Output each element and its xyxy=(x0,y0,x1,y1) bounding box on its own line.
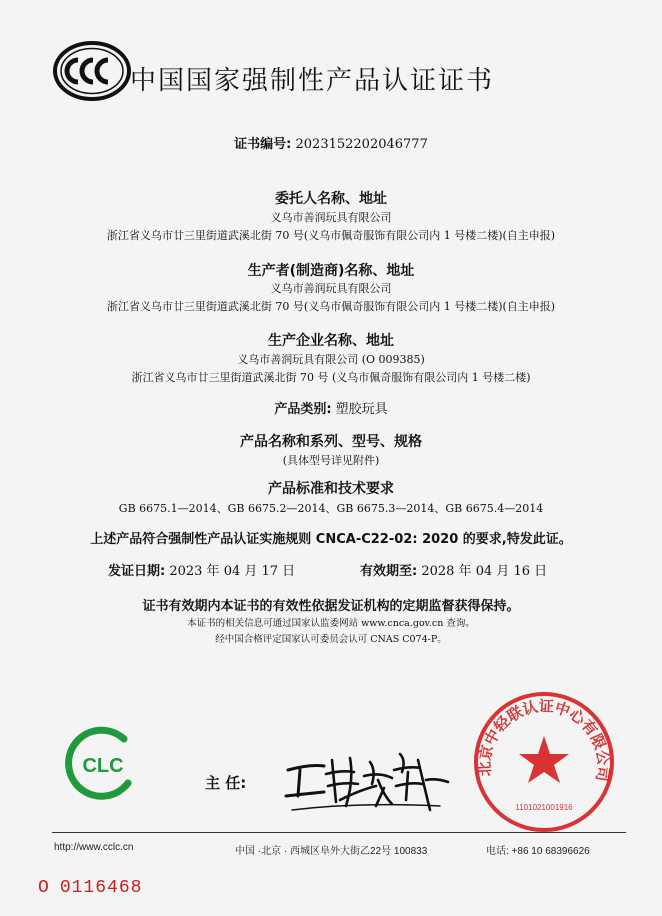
official-red-seal-icon xyxy=(470,688,618,836)
footer-phone: 电话: +86 10 68396626 xyxy=(486,846,590,857)
factory-heading: 生产企业名称、地址 xyxy=(268,333,394,349)
issue-date-label: 发证日期: xyxy=(108,564,166,579)
issue-date-row xyxy=(108,560,295,579)
info-line-2: 经中国合格评定国家认可委员会认可 CNAS C074-P。 xyxy=(215,634,447,645)
handwritten-signature-icon xyxy=(280,740,460,820)
certificate-number-row xyxy=(0,133,662,152)
svg-text:CLC: CLC xyxy=(82,755,124,777)
certificate-number-value: 2023152202046777 xyxy=(295,137,428,152)
issue-date-value: 2023 年 04 月 17 日 xyxy=(169,564,296,579)
product-model-note: (具体型号详见附件) xyxy=(282,454,380,467)
expiry-date-row xyxy=(360,560,547,579)
svg-text:1101021001916: 1101021001916 xyxy=(515,803,573,812)
client-name: 义乌市善润玩具有限公司 xyxy=(270,211,392,224)
product-model-heading: 产品名称和系列、型号、规格 xyxy=(240,434,422,450)
standards-heading: 产品标准和技术要求 xyxy=(268,481,394,497)
director-label: 主 任: xyxy=(205,774,247,792)
certificate-number-label: 证书编号: xyxy=(234,137,292,152)
serial-prefix: O xyxy=(38,878,50,898)
factory-address: 浙江省义乌市廿三里街道武溪北街 70 号 (义乌市佩奇服饰有限公司内 1 号楼二楼) xyxy=(131,371,531,384)
footer-website: http://www.cclc.cn xyxy=(54,842,134,853)
standards-value: GB 6675.1—2014、GB 6675.2—2014、GB 6675.3—2014、GB 6675.4—2014 xyxy=(118,502,544,515)
product-category-label: 产品类别: xyxy=(274,402,332,417)
clc-logo-icon xyxy=(62,725,144,801)
manufacturer-address: 浙江省义乌市廿三里街道武溪北街 70 号(义乌市佩奇服饰有限公司内 1 号楼二楼)(自主申报) xyxy=(106,300,556,313)
page-title: 中国国家强制性产品认证证书 xyxy=(130,66,495,96)
product-category-row xyxy=(0,398,662,417)
client-address: 浙江省义乌市廿三里街道武溪北街 70 号(义乌市佩奇服饰有限公司内 1 号楼二楼)(自主申报) xyxy=(106,229,556,242)
factory-name: 义乌市善润玩具有限公司 (O 009385) xyxy=(237,353,425,366)
svg-text:北京中轻联认证中心有限公司: 北京中轻联认证中心有限公司 xyxy=(475,697,613,783)
footer-divider xyxy=(52,832,626,833)
serial-number xyxy=(38,878,142,898)
manufacturer-name: 义乌市善润玩具有限公司 xyxy=(270,282,392,295)
serial-value: 0116468 xyxy=(59,878,143,898)
info-line-1: 本证书的相关信息可通过国家认监委网站 www.cnca.gov.cn 查询。 xyxy=(187,618,475,629)
conformity-statement: 上述产品符合强制性产品认证实施规则 CNCA-C22-02: 2020 的要求,特发此证。 xyxy=(90,532,572,547)
client-heading: 委托人名称、地址 xyxy=(275,191,387,207)
ccc-logo-icon xyxy=(52,40,132,102)
validity-note: 证书有效期内本证书的有效性依据发证机构的定期监督获得保持。 xyxy=(142,599,520,614)
footer-address: 中国 ·北京 · 西城区阜外大街乙22号 100833 xyxy=(235,846,428,857)
product-category-value: 塑胶玩具 xyxy=(335,402,388,417)
manufacturer-heading: 生产者(制造商)名称、地址 xyxy=(247,263,415,279)
expiry-date-value: 2028 年 04 月 16 日 xyxy=(421,564,548,579)
expiry-date-label: 有效期至: xyxy=(360,564,418,579)
